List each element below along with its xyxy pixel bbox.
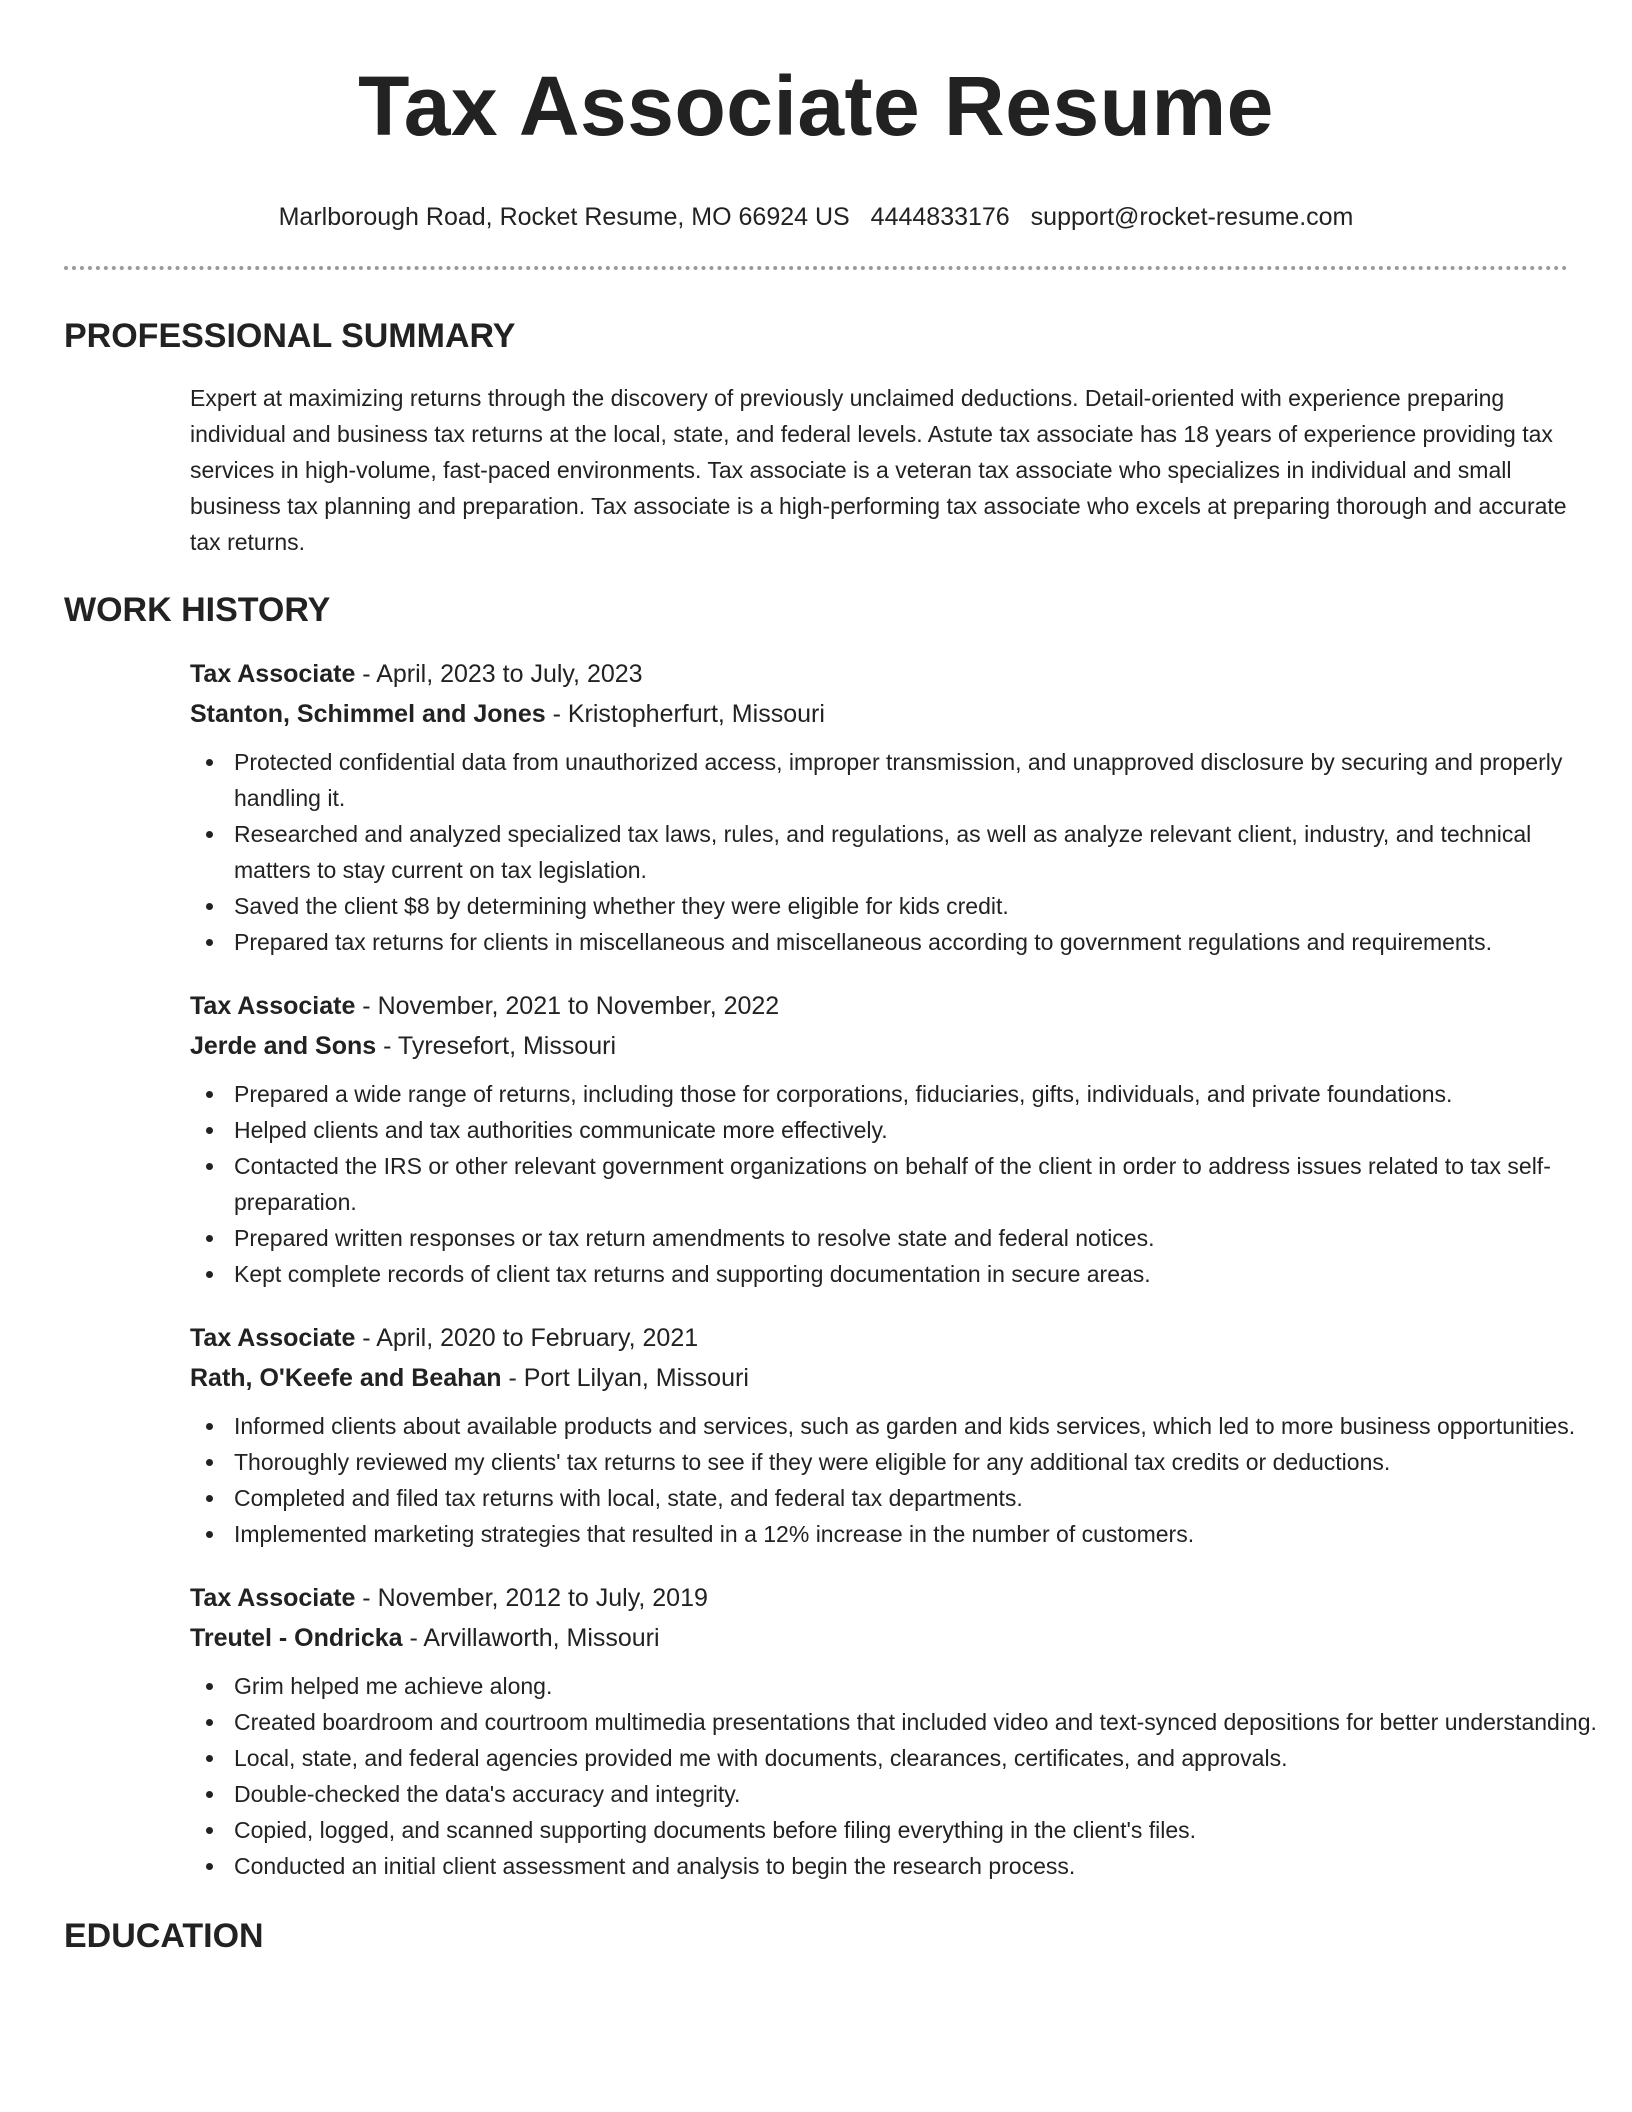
job-bullet: Prepared tax returns for clients in miscellaneous and miscellaneous according to government regulations and requirements. — [234, 924, 1614, 960]
summary-text: Expert at maximizing returns through the discovery of previously unclaimed deductions. Detail-oriented with experience preparing individual and business tax returns at the local, state, and federal levels. Astute tax associate has 18 years of experience providing tax services in high-volume, fast-paced environments. Tax associate is a veteran tax associate who specializes in individual and small business tax planning and preparation. Tax associate is a high-performing tax associate who excels at preparing thorough and accurate tax returns. — [190, 385, 1567, 555]
resume-title: Tax Associate Resume — [358, 59, 1274, 153]
job-bullet: Informed clients about available products and services, such as garden and kids services, which led to more business opportunities. — [234, 1408, 1614, 1444]
job-title-line — [190, 1578, 1568, 1618]
job-bullet: Conducted an initial client assessment and analysis to begin the research process. — [234, 1848, 1614, 1884]
job-location: - Kristopherfurt, Missouri — [545, 700, 825, 728]
job-bullet: Prepared a wide range of returns, including those for corporations, fiduciaries, gifts, individuals, and private foundations. — [234, 1076, 1614, 1112]
job-location: - Arvillaworth, Missouri — [402, 1624, 660, 1652]
job-entry — [190, 1318, 1576, 1552]
job-title: Tax Associate — [190, 1584, 356, 1612]
job-title-line — [190, 654, 1568, 694]
header-divider — [64, 266, 1568, 270]
job-company-line — [190, 1358, 1568, 1398]
job-entry — [190, 986, 1568, 1292]
job-entry — [190, 654, 1568, 960]
summary-heading: PROFESSIONAL SUMMARY — [64, 317, 516, 355]
job-company: Rath, O'Keefe and Beahan — [190, 1364, 502, 1392]
job-company-line — [190, 1618, 1568, 1658]
job-dates: - November, 2021 to November, 2022 — [355, 992, 780, 1020]
job-bullet: Implemented marketing strategies that resulted in a 12% increase in the number of customers. — [234, 1516, 1614, 1552]
job-bullet: Grim helped me achieve along. — [234, 1668, 1614, 1704]
job-title-line — [190, 986, 1568, 1026]
job-title-line — [190, 1318, 1568, 1358]
job-location: - Port Lilyan, Missouri — [501, 1364, 749, 1392]
education-heading: EDUCATION — [64, 1917, 264, 1955]
job-dates: - April, 2023 to July, 2023 — [355, 660, 643, 688]
job-company-line — [190, 1026, 1568, 1066]
resume-page — [64, 0, 1597, 1956]
work-history-list — [190, 654, 1597, 1884]
job-bullets — [190, 1668, 1614, 1884]
job-bullet: Local, state, and federal agencies provided me with documents, clearances, certificates, and approvals. — [234, 1740, 1614, 1776]
job-bullet: Protected confidential data from unauthorized access, improper transmission, and unapproved disclosure by securing and properly handling it. — [234, 744, 1614, 816]
job-entry — [190, 1578, 1597, 1884]
work-history-heading: WORK HISTORY — [64, 591, 331, 629]
job-bullet: Contacted the IRS or other relevant government organizations on behalf of the client in order to address issues related to tax self-preparation. — [234, 1148, 1614, 1220]
job-bullet: Copied, logged, and scanned supporting documents before filing everything in the client's files. — [234, 1812, 1614, 1848]
job-bullet: Thoroughly reviewed my clients' tax returns to see if they were eligible for any additional tax credits or deductions. — [234, 1444, 1614, 1480]
job-bullet: Prepared written responses or tax return amendments to resolve state and federal notices. — [234, 1220, 1614, 1256]
job-title: Tax Associate — [190, 1324, 356, 1352]
job-bullet: Kept complete records of client tax returns and supporting documentation in secure areas. — [234, 1256, 1614, 1292]
contact-phone[interactable]: 4444833176 — [870, 203, 1010, 231]
job-bullet: Helped clients and tax authorities communicate more effectively. — [234, 1112, 1614, 1148]
job-bullets — [190, 744, 1614, 960]
job-company: Treutel - Ondricka — [190, 1624, 403, 1652]
job-company: Stanton, Schimmel and Jones — [190, 700, 546, 728]
job-dates: - April, 2020 to February, 2021 — [355, 1324, 699, 1352]
job-location: - Tyresefort, Missouri — [376, 1032, 617, 1060]
job-company-line — [190, 694, 1568, 734]
contact-email[interactable]: support@rocket-resume.com — [1030, 203, 1354, 231]
job-company: Jerde and Sons — [190, 1032, 377, 1060]
job-bullets — [190, 1408, 1614, 1552]
contact-line — [64, 202, 1568, 232]
job-bullet: Double-checked the data's accuracy and integrity. — [234, 1776, 1614, 1812]
job-title: Tax Associate — [190, 992, 356, 1020]
job-bullet: Completed and filed tax returns with local, state, and federal tax departments. — [234, 1480, 1614, 1516]
job-dates: - November, 2012 to July, 2019 — [355, 1584, 708, 1612]
job-bullet: Researched and analyzed specialized tax laws, rules, and regulations, as well as analyze relevant client, industry, and technical matters to stay current on tax legislation. — [234, 816, 1614, 888]
job-bullet: Created boardroom and courtroom multimedia presentations that included video and text-synced depositions for better understanding. — [234, 1704, 1614, 1740]
job-bullet: Saved the client $8 by determining whether they were eligible for kids credit. — [234, 888, 1614, 924]
job-title: Tax Associate — [190, 660, 356, 688]
contact-address: Marlborough Road, Rocket Resume, MO 66924 US — [278, 203, 850, 231]
job-bullets — [190, 1076, 1614, 1292]
